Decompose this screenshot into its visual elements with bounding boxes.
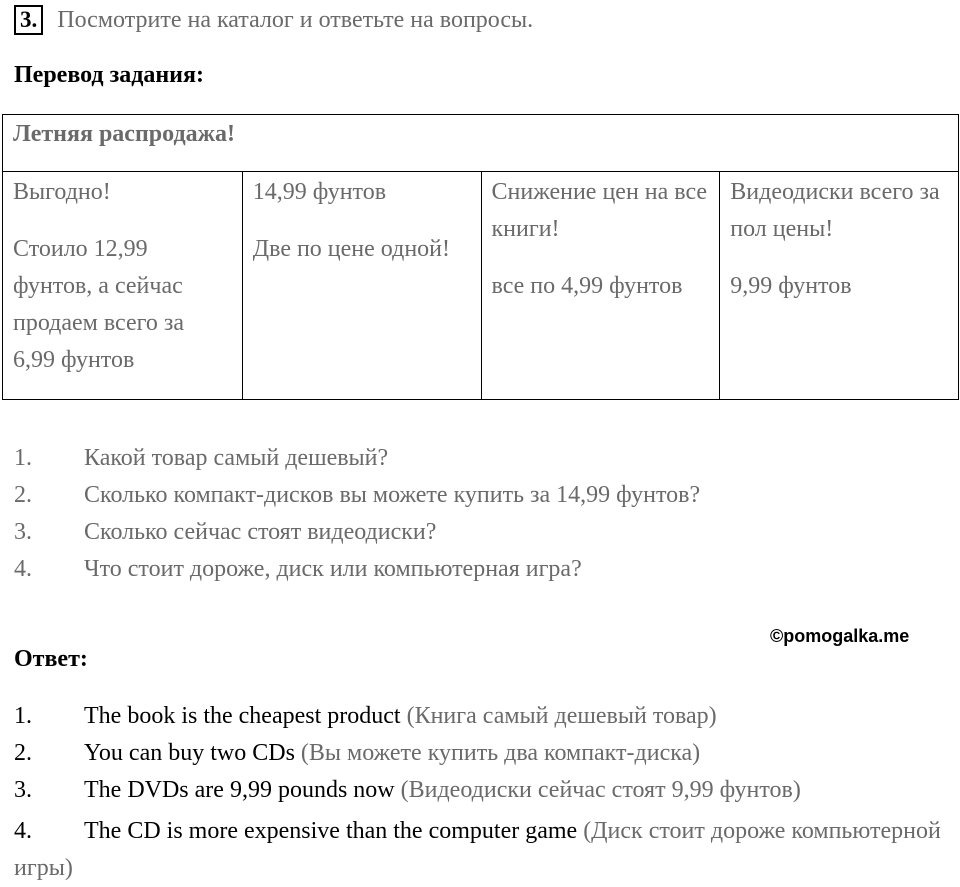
answer-english: The CD is more expensive than the computer game [84,818,578,844]
catalog-cell [719,172,958,399]
list-item [14,551,944,588]
answer-number: 3. [14,777,32,803]
question-text: Что стоит дороже, диск или компьютерная игра? [84,556,582,582]
catalog-cell-detail: все по 4,99 фунтов [491,273,683,299]
answer-russian: (Вы можете купить два компакт-диска) [300,740,701,766]
answer-english: The DVDs are 9,99 pounds now [84,777,395,803]
catalog-cell [481,172,720,399]
question-text: Сколько сейчас стоят видеодиски? [84,519,437,545]
watermark: ©pomogalka.me [770,626,910,646]
answer-russian: (Диск стоит дороже компьютерной игры) [14,818,941,881]
catalog-header: Летняя распродажа! [3,115,958,172]
list-item [14,440,944,477]
catalog-cell-detail: 9,99 фунтов [730,273,852,299]
catalog-cell [242,172,481,399]
answer-english: The book is the cheapest product [84,703,401,729]
catalog-cell-detail: Стоило 12,99 фунтов, а сейчас продаем всего за 6,99 фунтов [13,236,185,373]
catalog-cell-title: Снижение цен на все книги! [491,179,708,242]
catalog-cell-title: 14,99 фунтов [252,179,387,205]
catalog-cell [3,172,242,399]
list-item [14,813,944,887]
catalog-cell-detail: Две по цене одной! [252,236,450,262]
catalog-cell-title: Выгодно! [13,179,111,205]
list-item [14,514,944,551]
question-list [14,440,944,588]
list-item [14,772,944,809]
answer-number: 2. [14,740,32,766]
task-instruction: Посмотрите на каталог и ответьте на вопросы. [57,6,534,33]
answer-number: 4. [14,818,32,844]
answer-russian: (Книга самый дешевый товар) [406,703,717,729]
answer-english: You can buy two CDs [84,740,295,766]
catalog-row [3,172,958,399]
question-number: 4. [14,556,32,582]
task-heading [14,4,533,36]
list-item [14,477,944,514]
answer-russian: (Видеодиски сейчас стоят 9,99 фунтов) [400,777,801,803]
task-number: 3. [14,5,43,35]
answer-title: Ответ: [14,646,88,672]
list-item [14,698,944,735]
answer-list [14,698,944,887]
answer-number: 1. [14,703,32,729]
list-item [14,735,944,772]
question-number: 1. [14,445,32,471]
translation-title: Перевод задания: [14,62,204,88]
question-text: Сколько компакт-дисков вы можете купить за 14,99 фунтов? [84,482,701,508]
question-number: 2. [14,482,32,508]
catalog-cell-title: Видеодиски всего за пол цены! [730,179,940,242]
question-number: 3. [14,519,32,545]
question-text: Какой товар самый дешевый? [84,445,389,471]
catalog-table [2,114,959,400]
